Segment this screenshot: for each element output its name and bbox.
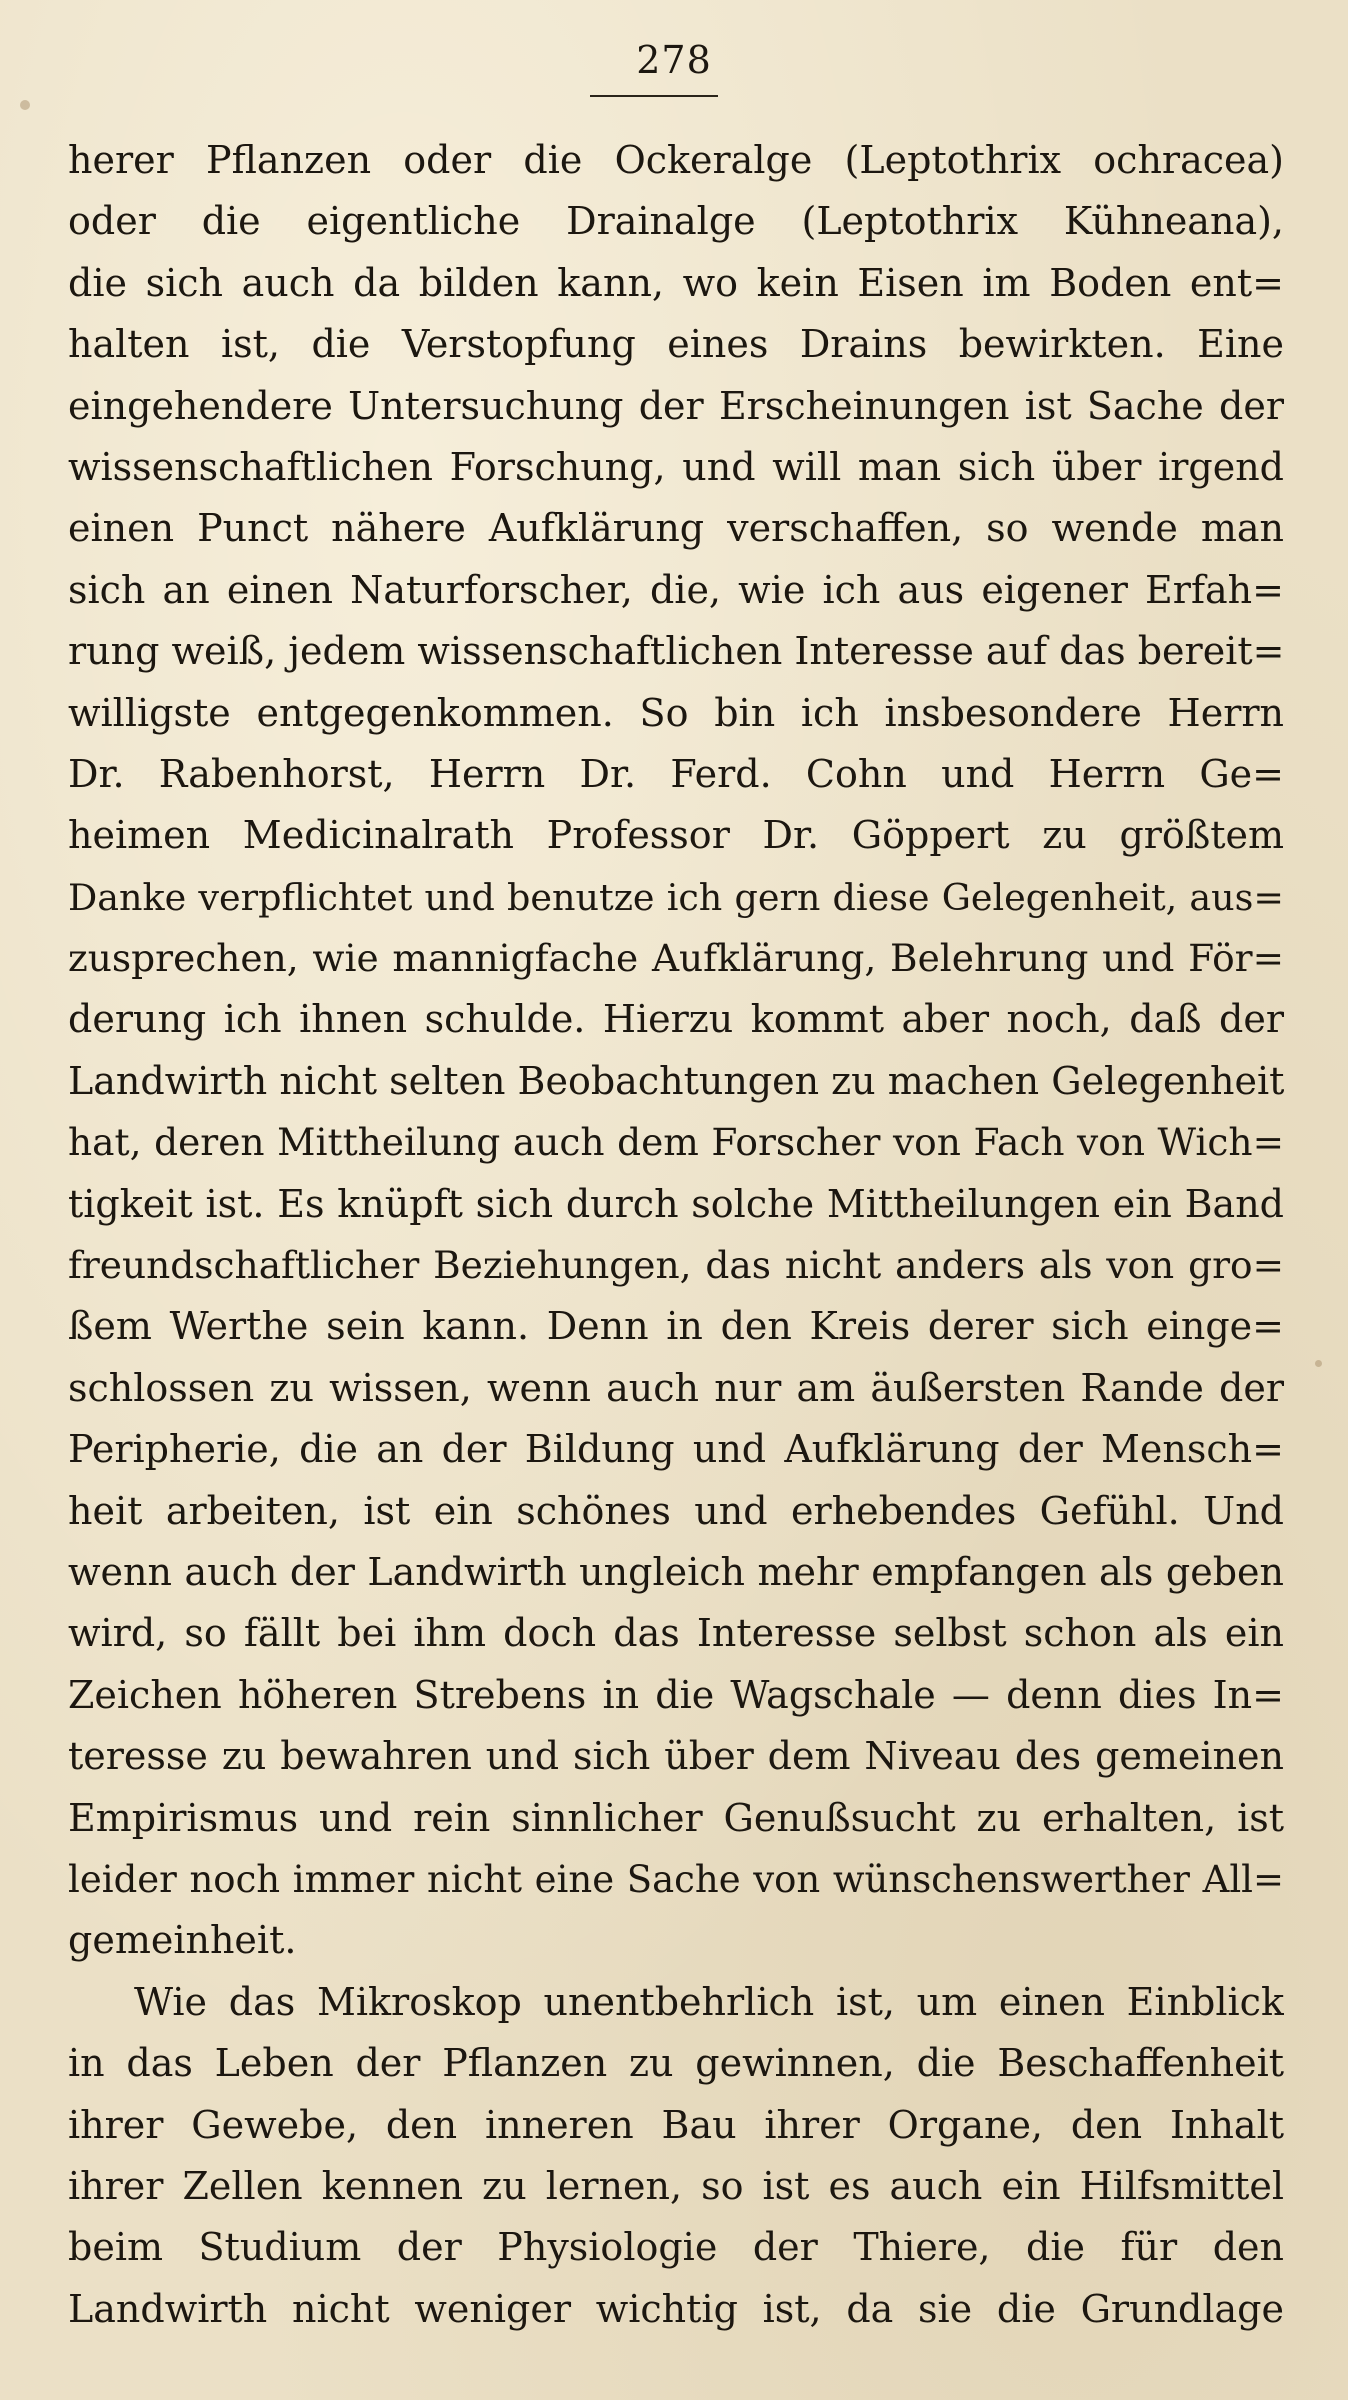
text-line: ßem Werthe sein kann. Denn in den Kreis derer sich einge= (68, 1304, 1284, 1349)
text-line: hat, deren Mittheilung auch dem Forscher von Fach von Wich= (68, 1120, 1284, 1165)
text-line: Danke verpflichtet und benutze ich gern diese Gelegenheit, aus= (68, 875, 1284, 919)
text-line: wenn auch der Landwirth ungleich mehr empfangen als geben (68, 1549, 1284, 1594)
text-line: gemeinheit. (68, 1918, 297, 1963)
text-line: oder die eigentliche Drainalge (Leptothrix Kühneana), (68, 199, 1284, 244)
text-line: ihrer Gewebe, den inneren Bau ihrer Organe, den Inhalt (68, 2102, 1284, 2147)
text-line: sich an einen Naturforscher, die, wie ich aus eigener Erfah= (68, 567, 1284, 612)
text-line: herer Pflanzen oder die Ockeralge (Leptothrix ochracea) (68, 138, 1284, 182)
text-line: wissenschaftlichen Forschung, und will man sich über irgend (68, 444, 1284, 489)
text-line: leider noch immer nicht eine Sache von wünschenswerther All= (68, 1857, 1284, 1901)
text-line: Peripherie, die an der Bildung und Aufklärung der Mensch= (68, 1427, 1284, 1472)
text-line: rung weiß, jedem wissenschaftlichen Interesse auf das bereit= (68, 629, 1284, 674)
text-line: ihrer Zellen kennen zu lernen, so ist es auch ein Hilfsmittel (68, 2163, 1284, 2208)
page-number: 278 (636, 38, 712, 82)
text-line: in das Leben der Pflanzen zu gewinnen, die Beschaffenheit (68, 2041, 1284, 2086)
text-line: heimen Medicinalrath Professor Dr. Göppert zu größtem (68, 813, 1284, 858)
text-line: Landwirth nicht selten Beobachtungen zu machen Gelegenheit (68, 1058, 1284, 1103)
text-line: einen Punct nähere Aufklärung verschaffen, so wende man (68, 506, 1284, 551)
text-line: beim Studium der Physiologie der Thiere, die für den (68, 2225, 1284, 2270)
text-line: halten ist, die Verstopfung eines Drains bewirkten. Eine (68, 322, 1284, 367)
text-line: willigste entgegenkommen. So bin ich insbesondere Herrn (68, 690, 1284, 735)
text-line: teresse zu bewahren und sich über dem Niveau des gemeinen (68, 1734, 1284, 1779)
text-line: Zeichen höheren Strebens in die Wagschale — denn dies In= (68, 1672, 1284, 1717)
page-body (68, 130, 1284, 2340)
text-line: derung ich ihnen schulde. Hierzu kommt aber noch, daß der (68, 997, 1284, 1042)
text-line: schlossen zu wissen, wenn auch nur am äußersten Rande der (68, 1365, 1284, 1410)
text-line: Dr. Rabenhorst, Herrn Dr. Ferd. Cohn und Herrn Ge= (68, 751, 1284, 796)
text-line: freundschaftlicher Beziehungen, das nicht anders als von gro= (68, 1243, 1284, 1288)
text-line: eingehendere Untersuchung der Erscheinungen ist Sache der (68, 383, 1284, 428)
text-line: die sich auch da bilden kann, wo kein Eisen im Boden ent= (68, 260, 1284, 305)
text-line: tigkeit ist. Es knüpft sich durch solche Mittheilungen ein Band (68, 1181, 1284, 1226)
text-line: Empirismus und rein sinnlicher Genußsucht zu erhalten, ist (68, 1795, 1284, 1840)
header-rule (590, 95, 718, 97)
text-line: zusprechen, wie mannigfache Aufklärung, Belehrung und För= (68, 936, 1284, 981)
text-line: Landwirth nicht weniger wichtig ist, da sie die Grundlage (68, 2286, 1284, 2331)
text-line: Wie das Mikroskop unentbehrlich ist, um einen Einblick (134, 1979, 1284, 2024)
paper-stain (1315, 1360, 1322, 1367)
text-line: wird, so fällt bei ihm doch das Interesse selbst schon als ein (68, 1611, 1284, 1656)
text-line: heit arbeiten, ist ein schönes und erhebendes Gefühl. Und (68, 1488, 1284, 1533)
paper-stain (20, 100, 30, 110)
